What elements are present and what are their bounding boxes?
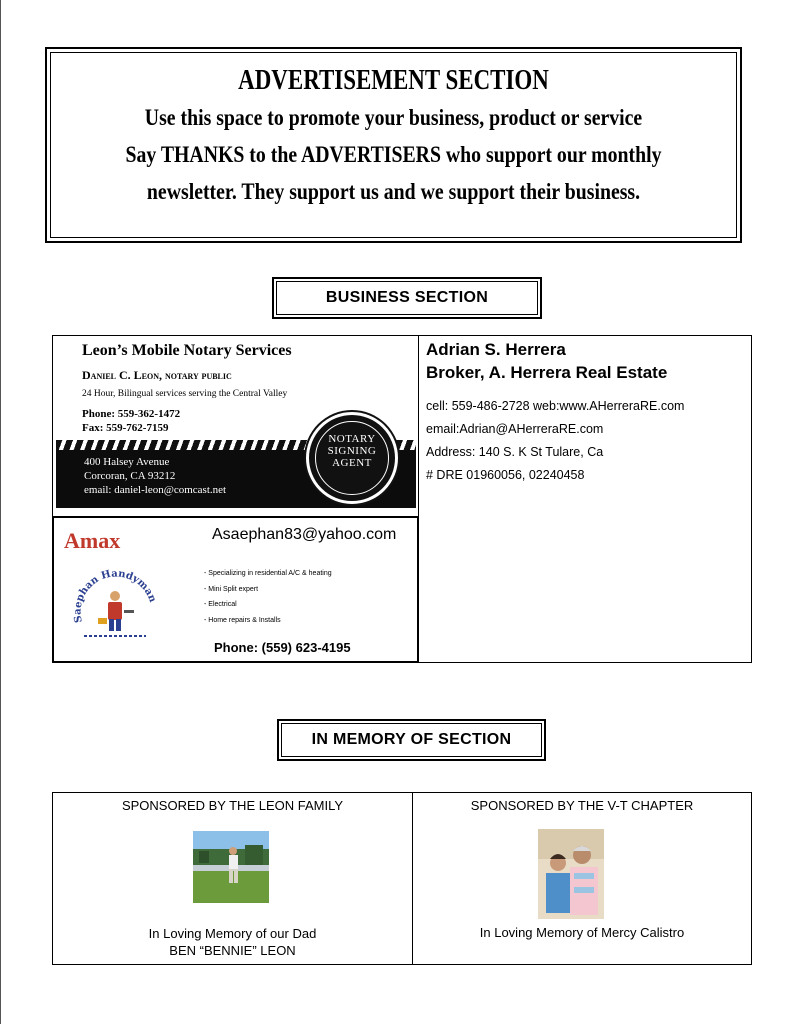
herrera-address: Address: 140 S. K St Tulare, Ca (426, 445, 604, 459)
seal-line-2: SIGNING (327, 445, 377, 457)
herrera-dre: # DRE 01960056, 02240458 (426, 468, 585, 482)
amax-phone: Phone: (559) 623-4195 (214, 640, 351, 655)
amax-email: Asaephan83@yahoo.com (212, 526, 397, 543)
leon-person-name: Daniel C. Leon, (82, 368, 163, 382)
notary-seal-icon (306, 412, 398, 504)
leon-email: email: daniel-leon@comcast.net (84, 484, 227, 496)
memory-left-caption-line-2: BEN “BENNIE” LEON (169, 943, 296, 958)
leon-business-name: Leon’s Mobile Notary Services (82, 342, 292, 359)
advertisement-line-3: newsletter. They support us and we support their business. (146, 179, 641, 204)
leon-card (56, 338, 416, 514)
seal-line-1: NOTARY (328, 433, 376, 445)
amax-brand: Amax (64, 528, 121, 553)
memory-section-header (277, 719, 546, 761)
memory-section-title: IN MEMORY OF SECTION (281, 723, 542, 757)
herrera-contact: cell: 559-486-2728 web:www.AHerreraRE.com (426, 399, 685, 413)
herrera-name: Adrian S. Herrera (426, 340, 566, 359)
leon-address-line-2: Corcoran, CA 93212 (84, 470, 176, 482)
herrera-email: email:Adrian@AHerreraRE.com (426, 422, 604, 436)
memory-right-photo (538, 829, 604, 919)
memory-left-photo (193, 831, 269, 903)
memory-left-cell (52, 792, 413, 965)
herrera-company: Broker, A. Herrera Real Estate (426, 363, 668, 382)
leon-address-line-1: 400 Halsey Avenue (84, 456, 170, 468)
advertisement-box (45, 47, 742, 243)
leon-person-line (82, 368, 232, 383)
advertisement-title: ADVERTISEMENT SECTION (238, 65, 549, 96)
leon-person-title: notary public (165, 370, 232, 382)
leon-fax: Fax: 559-762-7159 (82, 422, 169, 434)
herrera-card (426, 340, 746, 512)
memory-left-caption-line-1: In Loving Memory of our Dad (148, 926, 317, 941)
business-section-title: BUSINESS SECTION (276, 281, 538, 315)
handyman-logo-icon (70, 562, 160, 646)
leon-phone: Phone: 559-362-1472 (82, 408, 181, 420)
handyman-logo-text: Saephan Handyman (72, 568, 158, 624)
amax-service-item: - Specializing in residential A/C & heating (204, 570, 332, 577)
memory-right-caption: In Loving Memory of Mercy Calistro (479, 925, 685, 940)
seal-line-3: AGENT (332, 457, 372, 469)
amax-service-item: - Electrical (204, 601, 237, 608)
notary-seal-text (309, 433, 395, 469)
memory-right-sponsor: SPONSORED BY THE V-T CHAPTER (470, 798, 694, 813)
advertisement-line-2: Say THANKS to the ADVERTISERS who support our monthly (125, 142, 662, 167)
amax-card (56, 520, 416, 660)
memory-left-sponsor: SPONSORED BY THE LEON FAMILY (121, 798, 344, 813)
amax-service-item: - Mini Split expert (204, 585, 259, 593)
amax-service-item: - Home repairs & Installs (204, 616, 281, 624)
amax-services-list (204, 566, 332, 628)
memory-left-caption (53, 925, 412, 959)
memory-right-cell (412, 792, 752, 965)
advertisement-inner-frame (50, 52, 737, 238)
leon-tagline: 24 Hour, Bilingual services serving the Central Valley (82, 389, 288, 399)
page-edge (0, 0, 1, 1024)
advertisement-line-1: Use this space to promote your business, product or service (144, 105, 643, 130)
business-section-header (272, 277, 542, 319)
